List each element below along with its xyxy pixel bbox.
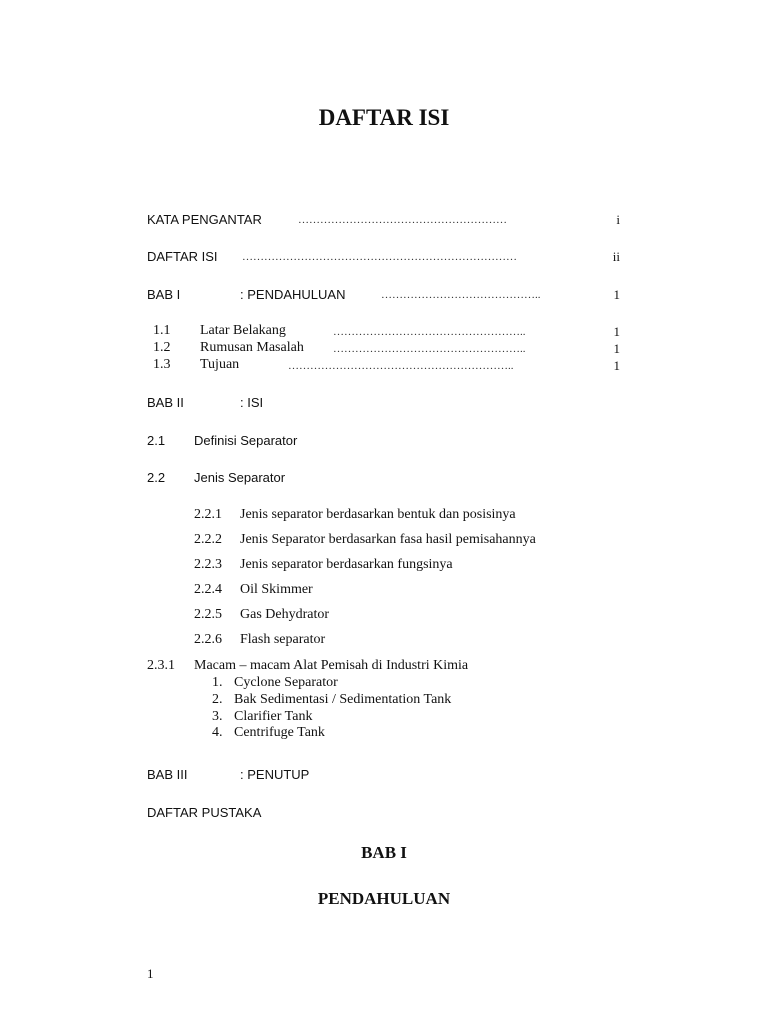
toc-list-number: 1. [212,675,223,690]
toc-chapter-title: : PENUTUP [240,767,310,782]
toc-page-number: i [616,212,620,227]
toc-subsection-number: 2.2.1 [194,507,222,522]
toc-list-label: Clarifier Tank [234,709,313,724]
toc-leader-dots: …………………………………………….. [333,326,526,338]
toc-section-label: Jenis Separator [194,470,286,485]
toc-chapter-title: : PENDAHULUAN [240,287,346,302]
toc-page-number: ii [612,249,620,264]
toc-leader-dots: ………………………………………………………………… [242,251,517,263]
toc-entry-label: DAFTAR PUSTAKA [147,805,262,820]
toc-chapter-title: : ISI [240,395,264,410]
toc-subsection-number: 1.3 [153,357,171,372]
toc-entry-label: DAFTAR ISI [147,249,218,264]
toc-subsection-number: 2.2.3 [194,557,222,572]
toc-subsection-number: 2.2.4 [194,582,222,597]
toc-leader-dots: ………………………………………………… [298,214,507,226]
page-number: 1 [147,966,154,981]
chapter-label: BAB I [361,843,407,862]
toc-subsection-label: Jenis separator berdasarkan fungsinya [240,557,453,572]
toc-page-number: 1 [613,287,620,302]
toc-leader-dots: …………………………………………………….. [288,360,514,372]
toc-list-label: Cyclone Separator [234,675,338,690]
toc-chapter-label: BAB II [147,395,184,410]
toc-subsection-label: Flash separator [240,632,326,647]
toc-subsection-label: Rumusan Masalah [200,340,304,355]
toc-subsection-label: Tujuan [200,357,240,372]
toc-subsection-label: Jenis separator berdasarkan bentuk dan posisinya [240,507,516,522]
toc-chapter-label: BAB III [147,767,188,782]
toc-subsection-number: 2.2.2 [194,532,222,547]
toc-section-label: Definisi Separator [194,433,298,448]
toc-list-label: Centrifuge Tank [234,725,325,740]
toc-list-number: 3. [212,709,223,724]
toc-entry-label: KATA PENGANTAR [147,212,262,227]
toc-subsection-number: 1.1 [153,323,171,338]
toc-page-number: 1 [613,341,620,356]
toc-list-number: 2. [212,692,223,707]
toc-page-number: 1 [613,324,620,339]
page-title: DAFTAR ISI [318,105,450,130]
toc-section-number: 2.3.1 [147,658,175,673]
toc-subsection-number: 1.2 [153,340,171,355]
toc-leader-dots: …………………………………………….. [333,343,526,355]
toc-section-number: 2.2 [147,470,166,485]
toc-section-number: 2.1 [147,433,166,448]
toc-leader-dots: …………………………………….. [381,289,541,301]
toc-list-number: 4. [212,725,223,740]
toc-list-label: Bak Sedimentasi / Sedimentation Tank [234,692,452,707]
toc-chapter-label: BAB I [147,287,181,302]
toc-page-number: 1 [613,358,620,373]
toc-subsection-number: 2.2.5 [194,607,222,622]
toc-subsection-number: 2.2.6 [194,632,222,647]
toc-subsection-label: Jenis Separator berdasarkan fasa hasil pemisahannya [240,532,536,547]
toc-subsection-label: Latar Belakang [200,323,286,338]
chapter-title: PENDAHULUAN [317,889,451,908]
toc-section-label: Macam – macam Alat Pemisah di Industri Kimia [194,658,469,673]
toc-subsection-label: Oil Skimmer [240,582,313,597]
toc-subsection-label: Gas Dehydrator [240,607,330,622]
